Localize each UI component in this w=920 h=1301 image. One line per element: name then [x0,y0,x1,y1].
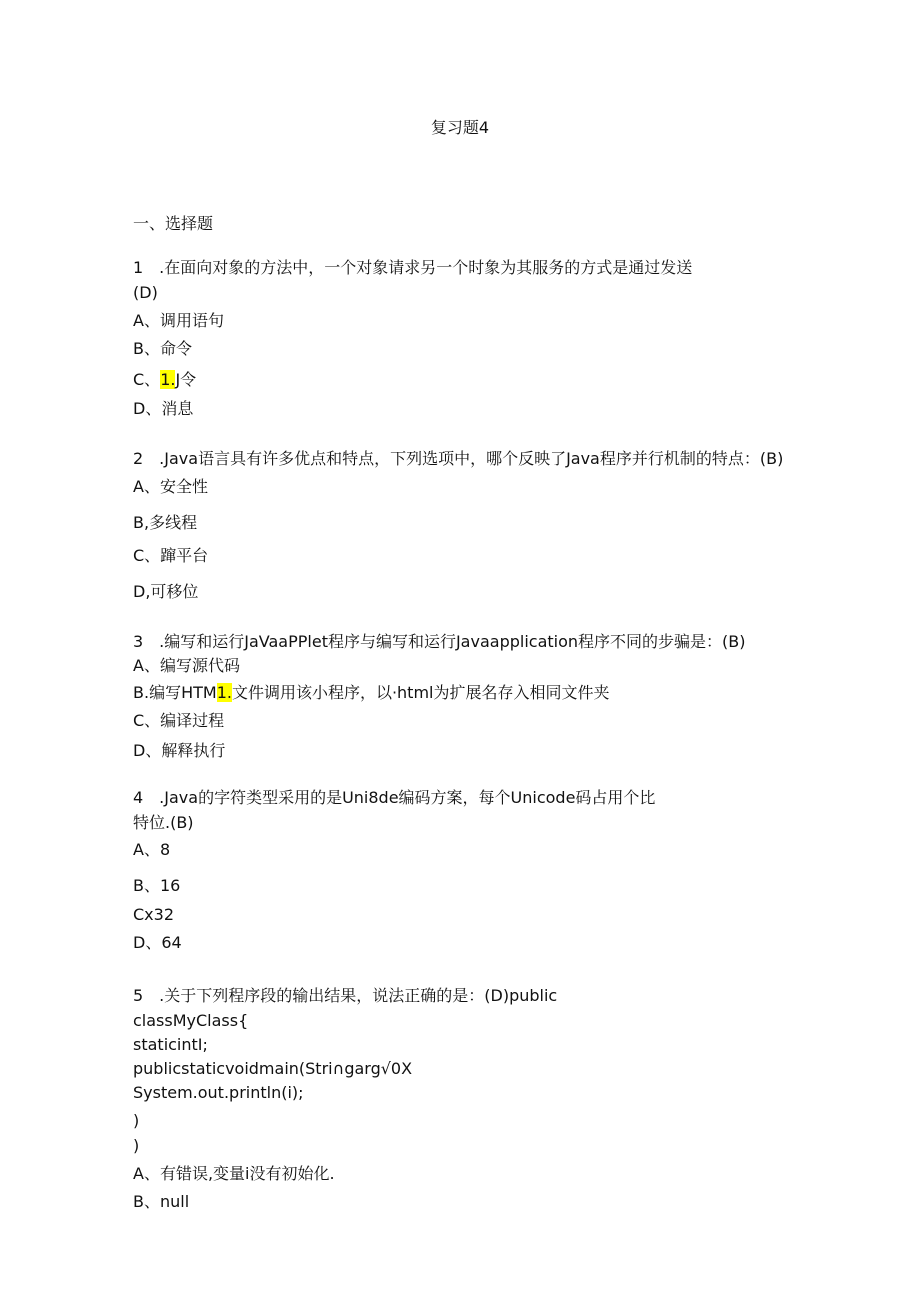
question-3-prompt: 3 .编写和运行JaVaaPPlet程序与编写和运行Javaapplication程序不同的步骗是：(B) [133,632,746,651]
question-4-option-c: Cx32 [133,905,174,924]
question-2-option-c: C、蹿平台 [133,546,209,565]
question-5-option-b: B、null [133,1192,190,1211]
option-suffix: J令 [175,370,197,389]
section-heading: 一、选择题 [133,214,214,233]
question-5-code-line-5: ) [133,1111,140,1130]
option-suffix: 文件调用该小程序，以·html为扩展名存入相同文件夹 [231,683,610,702]
question-4-option-a: A、8 [133,840,171,859]
option-prefix: B.编写HTM [133,683,217,702]
highlighted-text: 1. [216,683,232,702]
question-3-option-c: C、编译过程 [133,711,225,730]
question-1-option-a: A、调用语句 [133,311,224,330]
document-title: 复习题4 [430,118,490,137]
question-1-option-d: D、消息 [133,399,194,418]
highlighted-text: 1. [160,370,176,389]
question-2-option-a: A、安全性 [133,477,208,496]
question-5-code-line-2: staticintI; [133,1035,208,1054]
question-4-prompt-line-2: 特位.(B) [133,813,194,832]
question-5-code-line-1: classMyClass{ [133,1011,249,1030]
question-3-option-d: D、解释执行 [133,741,226,760]
question-1-prompt-line-1: 1 .在面向对象的方法中，一个对象请求另一个时象为其服务的方式是通过发送 [133,258,693,277]
question-2-prompt: 2 .Java语言具有许多优点和特点，下列选项中，哪个反映了Java程序并行机制的特点：(B) [133,449,784,468]
option-prefix: C、 [133,370,161,389]
question-5-code-line-3: publicstaticvoidmain(Stri∩garg√0X [133,1059,413,1078]
question-3-option-b [133,683,610,703]
question-5-code-line-6: ) [133,1136,140,1155]
question-5-prompt-line-1: 5 .关于下列程序段的输出结果，说法正确的是：(D)public [133,986,558,1005]
question-2-option-b: B,多线程 [133,513,198,532]
question-4-prompt-line-1: 4 .Java的字符类型采用的是Uni8de编码方案，每个Unicode码占用个比 [133,788,656,807]
question-4-option-d: D、64 [133,933,182,952]
question-5-code-line-4: System.out.println(i); [133,1083,304,1102]
question-1-option-b: B、命令 [133,339,192,358]
question-4-option-b: B、16 [133,876,181,895]
question-3-option-a: A、编写源代码 [133,656,240,675]
question-1-prompt-line-2: (D) [133,283,158,302]
question-2-option-d: D,可移位 [133,582,199,601]
question-5-option-a: A、有错误,变量i没有初始化. [133,1164,335,1183]
question-1-option-c [133,370,196,390]
